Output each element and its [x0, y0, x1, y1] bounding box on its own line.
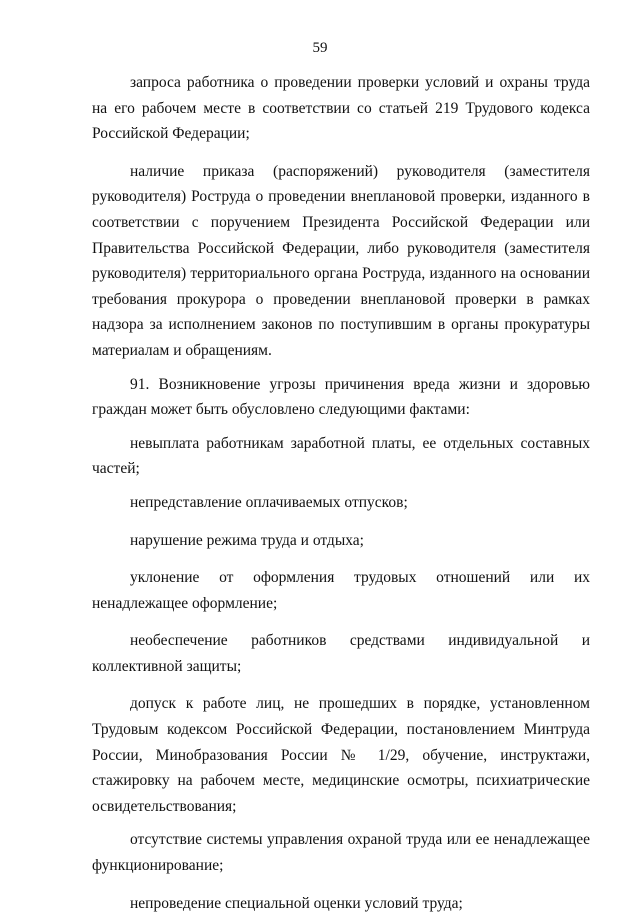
- paragraph-9: допуск к работе лиц, не прошедших в порядке, установленном Трудовым кодексом Российской Федерации, постановлением Минтруда России, Минобразования России № 1/29, обучение, инструктажи, стажировку на рабочем месте, медицинские осмотры, психиатрические освидетельствования;: [92, 695, 590, 815]
- paragraph-5: непредставление оплачиваемых отпусков;: [130, 493, 408, 511]
- paragraph-11: непроведение специальной оценки условий труда;: [130, 894, 463, 912]
- paragraph-6: нарушение режима труда и отдыха;: [130, 531, 364, 549]
- paragraph-3: 91. Возникновение угрозы причинения вреда жизни и здоровью граждан может быть обусловлено следующими фактами:: [92, 375, 590, 419]
- page-number: 59: [312, 40, 328, 56]
- paragraph-8: необеспечение работников средствами индивидуальной и коллективной защиты;: [92, 632, 590, 675]
- paragraph-1: запроса работника о проведении проверки условий и охраны труда на его рабочем месте в соответствии со статьей 219 Трудового кодекса Российской Федерации;: [92, 74, 590, 143]
- paragraph-7: уклонение от оформления трудовых отношений или их ненадлежащее оформление;: [92, 569, 590, 612]
- paragraph-4: невыплата работникам заработной платы, ее отдельных составных частей;: [92, 434, 590, 478]
- paragraph-2: наличие приказа (распоряжений) руководителя (заместителя руководителя) Роструда о проведении внеплановой проверки, изданного в соответствии с поручением Президента Российской Федерации или Правительства Российской Федерации, либо руководителя (заместителя руководителя) территориального органа Роструда, изданного на основании требования прокурора о проведении внеплановой проверки в рамках надзора за исполнением законов по поступившим в органы прокуратуры материалам и обращениям.: [92, 162, 590, 359]
- paragraph-10: отсутствие системы управления охраной труда или ее ненадлежащее функционирование;: [92, 831, 590, 875]
- document-body: [92, 70, 590, 916]
